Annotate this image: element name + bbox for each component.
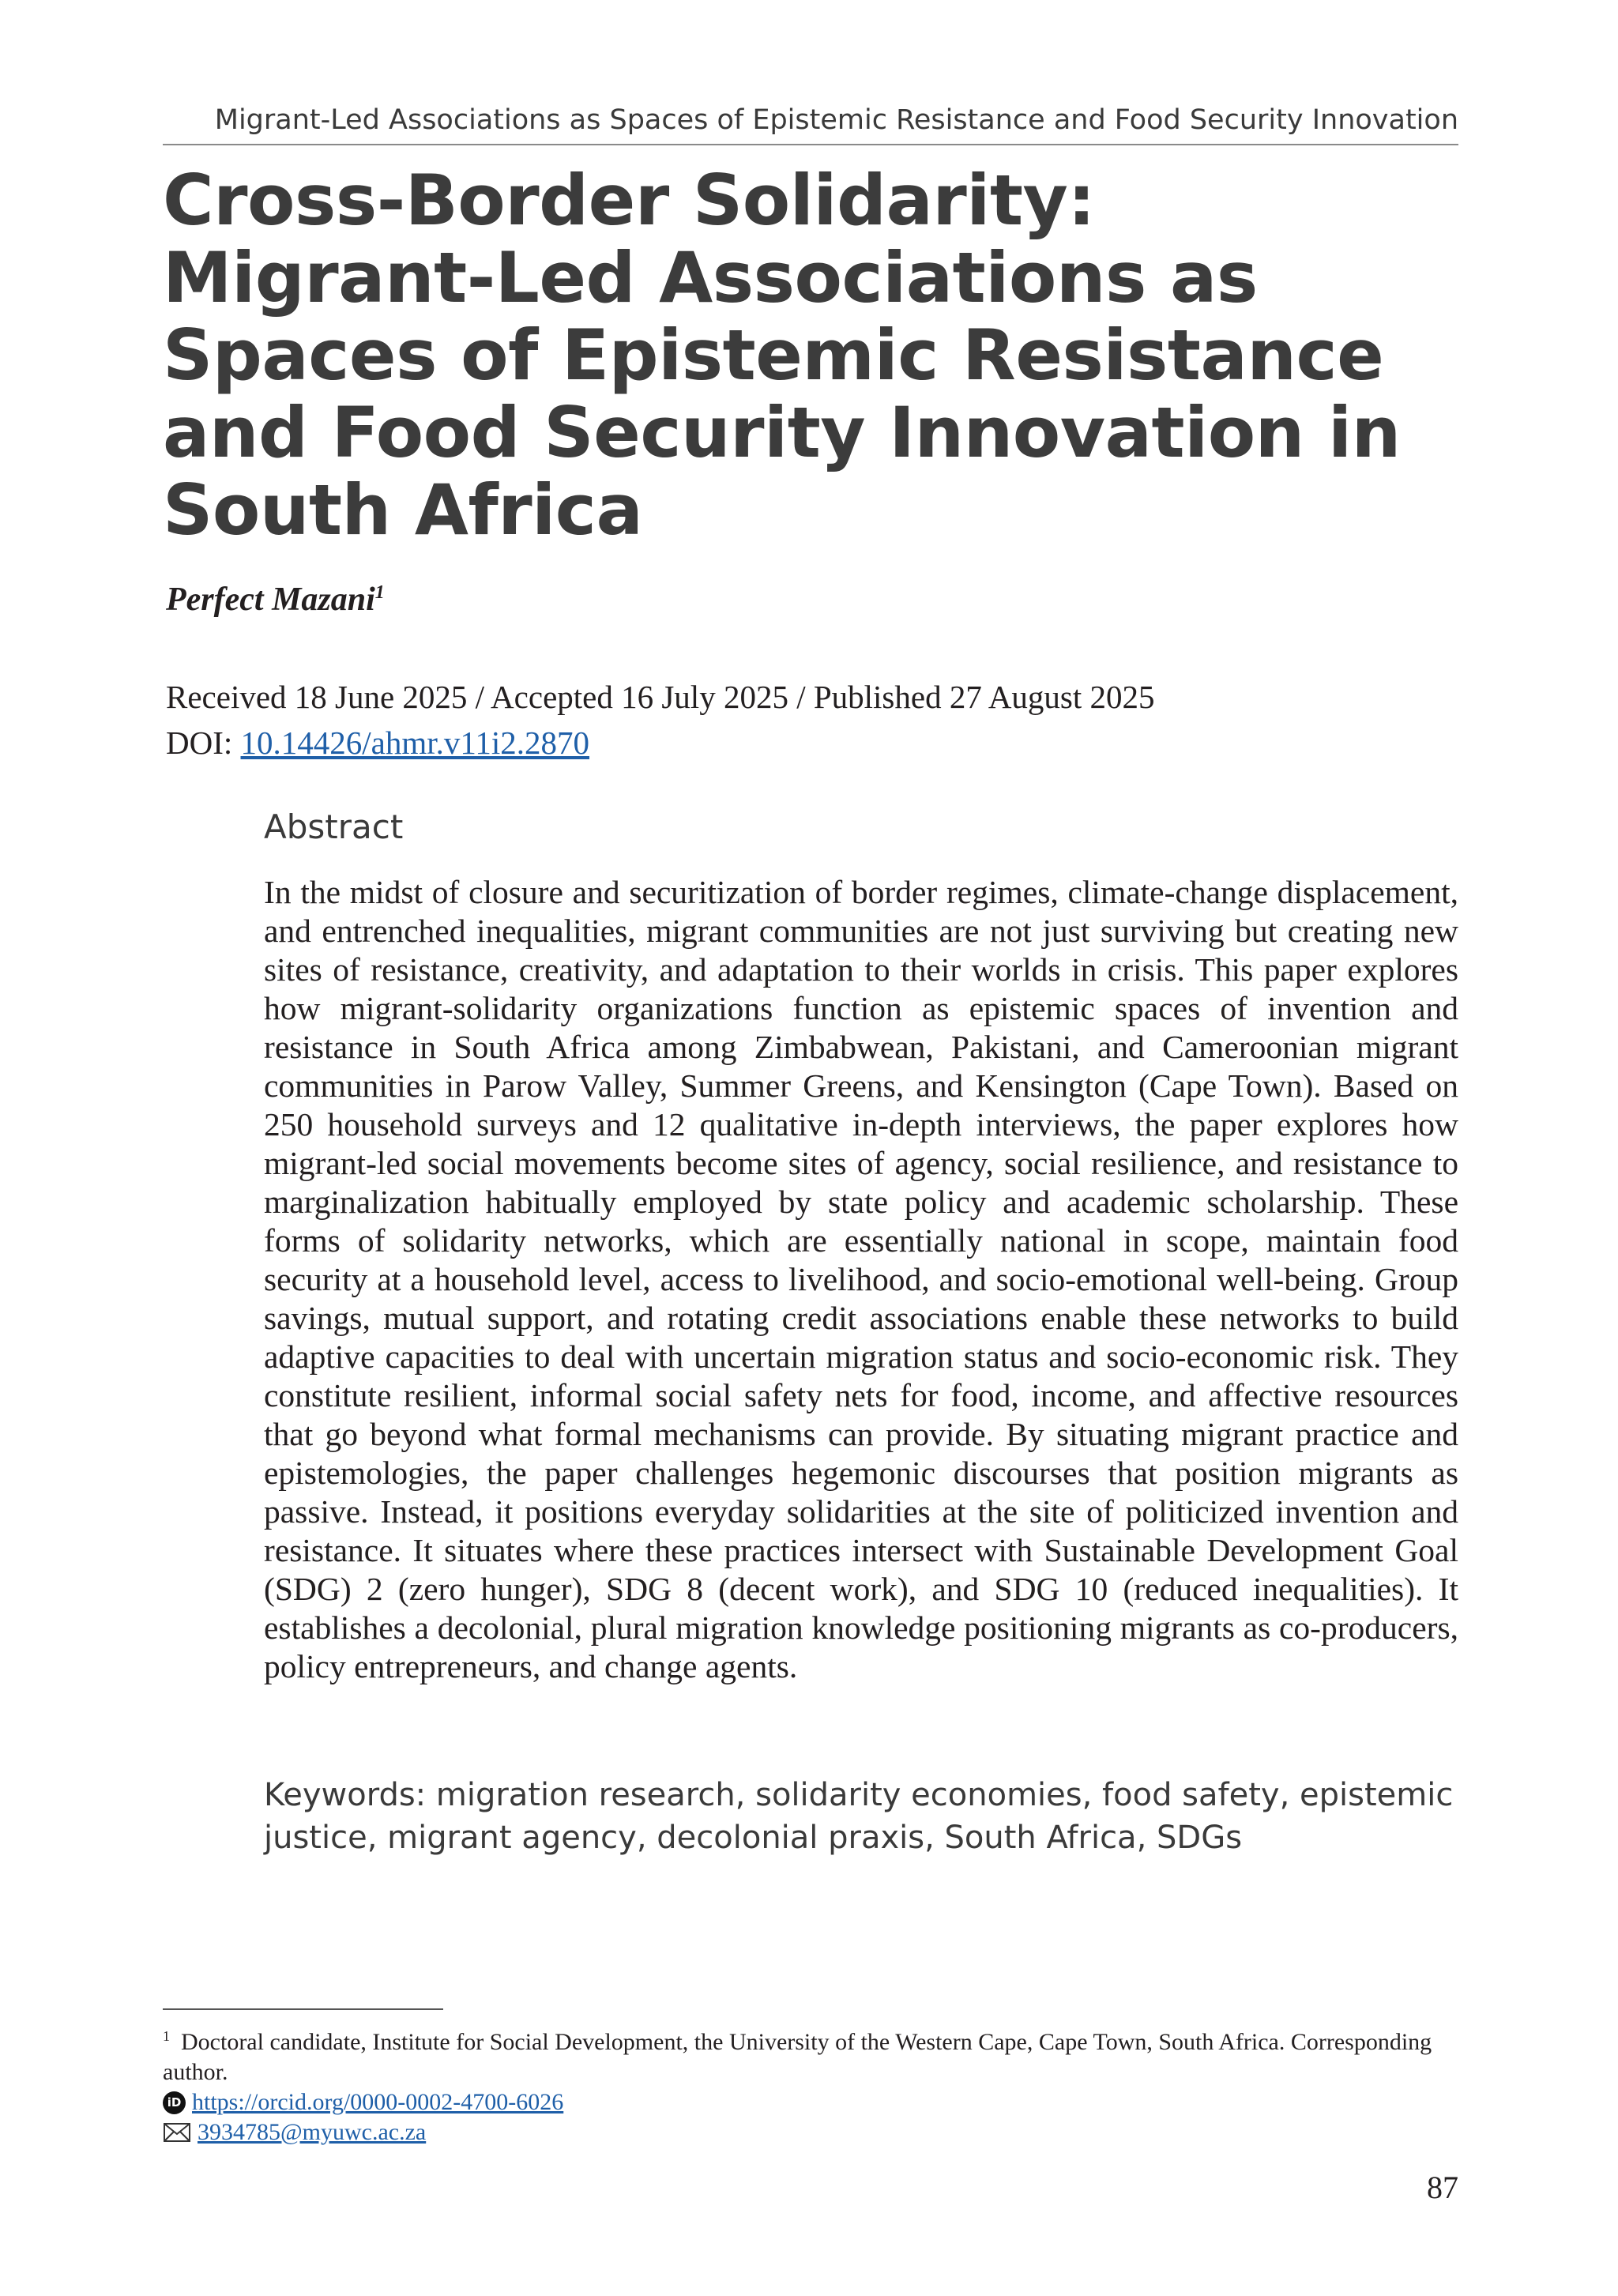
doi-link[interactable]: 10.14426/ahmr.v11i2.2870 [240,725,590,761]
abstract-heading: Abstract [264,807,404,846]
footnote-divider [163,2008,443,2010]
footnote-text: Doctoral candidate, Institute for Social Development, the University of the Western Cape, Cape Town, South Africa. Corresponding author. [163,2029,1432,2085]
publication-dates: Received 18 June 2025 / Accepted 16 July 2025 / Published 27 August 2025 [166,679,1155,715]
publication-info [166,674,1462,766]
author [166,581,385,619]
orcid-line [163,2087,1474,2117]
page-number: 87 [1427,2170,1458,2205]
doi-line [166,720,1462,766]
footnote-mark: 1 [163,2028,170,2044]
email-link[interactable]: 3934785@myuwc.ac.za [198,2119,427,2145]
title-line: Cross-Border Solidarity: [163,160,1096,241]
title-line: Spaces of Epistemic Resistance [163,314,1384,396]
mail-icon [163,2121,191,2144]
orcid-icon: iD [163,2091,186,2114]
article-title [163,162,1490,549]
doi-label: DOI: [166,725,233,761]
footnote [163,2021,1474,2147]
orcid-link[interactable]: https://orcid.org/0000-0002-4700-6026 [192,2089,564,2115]
title-line: Migrant-Led Associations as [163,237,1258,318]
abstract-text: In the midst of closure and securitization of border regimes, climate-change displacement, and entrenched inequalities, migrant communities are not just surviving but creating new sites of resistance, creativity, and adaptation to their worlds in crisis. This paper explores how migrant-solidarity organizations function as epistemic spaces of invention and resistance in South Africa among Zimbabwean, Pakistani, and Cameroonian migrant communities in Parow Valley, Summer Greens, and Kensington (Cape Town). Based on 250 household surveys and 12 qualitative in-depth interviews, the paper explores how migrant-led social movements become sites of agency, social resilience, and resistance to marginalization habitually employed by state policy and academic scholarship. These forms of solidarity networks, which are essentially national in scope, maintain food security at a household level, access to livelihood, and socio-emotional well-being. Group savings, mutual support, and rotating credit associations enable these networks to build adaptive capacities to deal with uncertain migration status and socio-economic risk. They constitute resilient, informal social safety nets for food, income, and affective resources that go beyond what formal mechanisms can provide. By situating migrant practice and epistemologies, the paper challenges hegemonic discourses that position migrants as passive. Instead, it positions everyday solidarities at the site of politicized invention and resistance. It situates where these practices intersect with Sustainable Development Goal (SDG) 2 (zero hunger), SDG 8 (decent work), and SDG 10 (reduced inequalities). It establishes a decolonial, plural migration knowledge positioning migrants as co-producers, policy entrepreneurs, and change agents. [264,874,1458,1684]
email-line [163,2117,1474,2147]
author-note-mark: 1 [374,582,385,603]
title-line: and Food Security Innovation in [163,392,1401,473]
author-name: Perfect Mazani [166,582,375,618]
title-line: South Africa [163,469,643,551]
footnote-text-line [163,2021,1474,2087]
running-head: Migrant-Led Associations as Spaces of Epistemic Resistance and Food Security Innovation [163,101,1458,145]
keywords: Keywords: migration research, solidarity economies, food safety, epistemic justice, migrant agency, decolonial praxis, South Africa, SDGs [264,1777,1454,1856]
